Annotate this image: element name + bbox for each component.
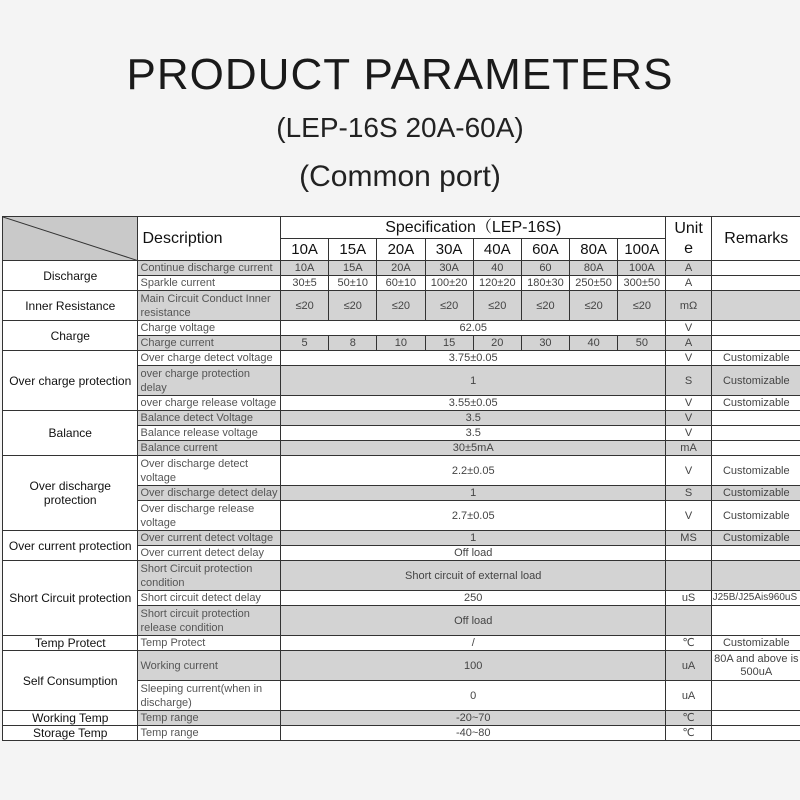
cell-value: 10A [281,261,329,276]
cell-value: 3.5 [281,411,666,426]
cell-value: 62.05 [281,321,666,336]
cell-remark [711,681,800,711]
category-discharge: Discharge [3,261,138,291]
row-desc: Over charge detect voltage [138,351,281,366]
row-desc: Over current detect voltage [138,531,281,546]
row-desc: Short Circuit protection condition [138,561,281,591]
cell-unit: mΩ [666,291,711,321]
cell-value: ≤20 [570,291,618,321]
cell-unit: V [666,396,711,411]
cell-remark: Customizable [711,456,800,486]
cell-value: 30 [521,336,569,351]
header-variant: 15A [329,239,377,261]
header-corner-cell [3,217,138,261]
cell-unit: V [666,426,711,441]
row-desc: Temp range [138,711,281,726]
cell-unit: mA [666,441,711,456]
cell-remark [711,561,800,591]
cell-value: ≤20 [473,291,521,321]
category-over-charge: Over charge protection [3,351,138,411]
cell-value: 80A [570,261,618,276]
header-unit: Unit e [666,217,711,261]
category-temp-protect: Temp Protect [3,636,138,651]
cell-unit: uA [666,681,711,711]
cell-value: -20~70 [281,711,666,726]
row-desc: Charge voltage [138,321,281,336]
cell-value: 100A [618,261,666,276]
header-variant: 40A [473,239,521,261]
cell-value: 8 [329,336,377,351]
cell-remark [711,546,800,561]
cell-value: ≤20 [377,291,425,321]
category-self-consumption: Self Consumption [3,651,138,711]
category-balance: Balance [3,411,138,456]
header-variant: 30A [425,239,473,261]
cell-value: 3.5 [281,426,666,441]
cell-remark: Customizable [711,501,800,531]
cell-value: 2.7±0.05 [281,501,666,531]
port-subtitle: (Common port) [299,160,501,193]
cell-value: 10 [377,336,425,351]
cell-value: ≤20 [281,291,329,321]
cell-remark [711,606,800,636]
category-over-current: Over current protection [3,531,138,561]
row-desc: Over discharge release voltage [138,501,281,531]
cell-value: 1 [281,486,666,501]
cell-value: ≤20 [329,291,377,321]
cell-value: 5 [281,336,329,351]
row-desc: Temp Protect [138,636,281,651]
row-desc: Over discharge detect delay [138,486,281,501]
cell-value: ≤20 [425,291,473,321]
row-desc: Charge current [138,336,281,351]
cell-remark [711,276,800,291]
row-desc: Over discharge detect voltage [138,456,281,486]
cell-value: 300±50 [618,276,666,291]
row-desc: Balance release voltage [138,426,281,441]
cell-value: 2.2±0.05 [281,456,666,486]
page-title: PRODUCT PARAMETERS [126,50,674,99]
cell-value: Off load [281,546,666,561]
cell-remark: Customizable [711,531,800,546]
cell-value: 100±20 [425,276,473,291]
cell-unit: MS [666,531,711,546]
cell-unit [666,606,711,636]
header-variant: 100A [618,239,666,261]
category-short-circuit: Short Circuit protection [3,561,138,636]
cell-remark: Customizable [711,396,800,411]
cell-value: 3.55±0.05 [281,396,666,411]
cell-unit [666,561,711,591]
cell-value: 15 [425,336,473,351]
header-variant: 20A [377,239,425,261]
cell-remark: J25B/J25Ais960uS [711,591,800,606]
row-desc: Over current detect delay [138,546,281,561]
cell-value: 20 [473,336,521,351]
cell-value: 60±10 [377,276,425,291]
cell-remark: Customizable [711,636,800,651]
cell-unit: A [666,276,711,291]
header-specification: Specification（LEP-16S) [281,217,666,239]
cell-unit: S [666,486,711,501]
header-remarks: Remarks [711,217,800,261]
cell-unit: uS [666,591,711,606]
cell-value: 3.75±0.05 [281,351,666,366]
cell-value: 40 [473,261,521,276]
row-desc: Balance detect Voltage [138,411,281,426]
cell-value: 60 [521,261,569,276]
cell-value: 30±5mA [281,441,666,456]
row-desc: Sparkle current [138,276,281,291]
cell-unit: A [666,336,711,351]
cell-unit: ℃ [666,636,711,651]
cell-value: 20A [377,261,425,276]
cell-unit: V [666,456,711,486]
cell-value: 30A [425,261,473,276]
row-desc: Continue discharge current [138,261,281,276]
row-desc: Balance current [138,441,281,456]
cell-value: 50 [618,336,666,351]
cell-value: 50±10 [329,276,377,291]
row-desc: Working current [138,651,281,681]
cell-value: -40~80 [281,726,666,741]
cell-remark [711,441,800,456]
cell-remark [711,321,800,336]
cell-unit: V [666,351,711,366]
category-working-temp: Working Temp [3,711,138,726]
cell-unit [666,546,711,561]
cell-value: 100 [281,651,666,681]
cell-value: ≤20 [521,291,569,321]
row-desc: Sleeping current(when in discharge) [138,681,281,711]
cell-unit: V [666,321,711,336]
row-desc: Main Circuit Conduct Inner resistance [138,291,281,321]
cell-value: 1 [281,366,666,396]
cell-unit: uA [666,651,711,681]
cell-unit: V [666,411,711,426]
cell-remark: Customizable [711,366,800,396]
cell-value: 250 [281,591,666,606]
category-inner-resistance: Inner Resistance [3,291,138,321]
cell-value: 30±5 [281,276,329,291]
diagonal-line [3,217,138,261]
cell-value: 180±30 [521,276,569,291]
cell-unit: A [666,261,711,276]
parameters-table [2,216,800,741]
row-desc: over charge protection delay [138,366,281,396]
cell-value: 0 [281,681,666,711]
row-desc: Short circuit protection release condition [138,606,281,636]
cell-remark [711,711,800,726]
cell-value: / [281,636,666,651]
cell-value: 15A [329,261,377,276]
cell-remark [711,426,800,441]
cell-remark: 80A and above is 500uA [711,651,800,681]
row-desc: over charge release voltage [138,396,281,411]
cell-value: 120±20 [473,276,521,291]
cell-value: 1 [281,531,666,546]
cell-remark [711,336,800,351]
cell-remark [711,726,800,741]
cell-remark [711,261,800,276]
cell-unit: ℃ [666,711,711,726]
cell-remark: Customizable [711,351,800,366]
cell-remark: Customizable [711,486,800,501]
category-over-discharge: Over discharge protection [3,456,138,531]
cell-remark [711,291,800,321]
cell-unit: V [666,501,711,531]
cell-unit: S [666,366,711,396]
cell-unit: ℃ [666,726,711,741]
cell-value: Short circuit of external load [281,561,666,591]
header-description: Description [138,217,281,261]
row-desc: Short circuit detect delay [138,591,281,606]
row-desc: Temp range [138,726,281,741]
model-subtitle: (LEP-16S 20A-60A) [276,112,524,143]
category-storage-temp: Storage Temp [3,726,138,741]
cell-value: 250±50 [570,276,618,291]
header-variant: 80A [570,239,618,261]
cell-value: 40 [570,336,618,351]
category-charge: Charge [3,321,138,351]
cell-value: Off load [281,606,666,636]
header-variant: 10A [281,239,329,261]
header-variant: 60A [521,239,569,261]
cell-value: ≤20 [618,291,666,321]
cell-remark [711,411,800,426]
